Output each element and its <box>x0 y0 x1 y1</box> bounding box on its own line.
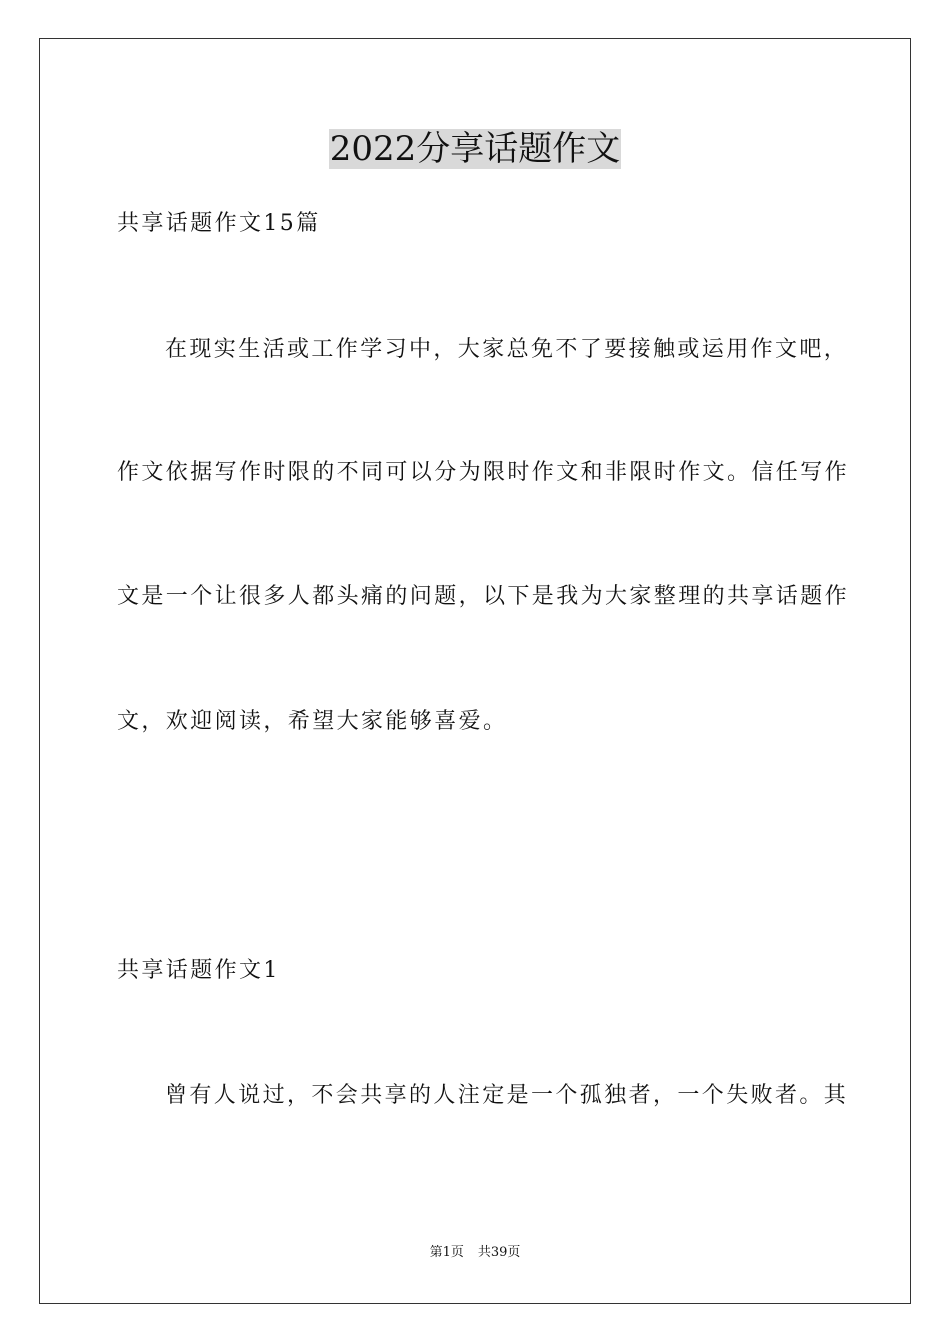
current-page-indicator: 第1页 <box>429 1245 464 1260</box>
intro-paragraph-line: 在现实生活或工作学习中，大家总免不了要接触或运用作文吧， <box>165 337 849 362</box>
section-heading: 共享话题作文1 <box>117 958 280 983</box>
intro-paragraph-line: 文是一个让很多人都头痛的问题，以下是我为大家整理的共享话题作 <box>117 584 850 609</box>
section-paragraph-line: 曾有人说过，不会共享的人注定是一个孤独者，一个失败者。其 <box>165 1083 849 1108</box>
document-title-text: 2022分享话题作文 <box>329 129 621 169</box>
document-title <box>0 126 950 172</box>
page-footer <box>0 1244 950 1262</box>
document-subtitle: 共享话题作文15篇 <box>117 211 321 236</box>
intro-paragraph-line: 作文依据写作时限的不同可以分为限时作文和非限时作文。信任写作 <box>117 460 850 485</box>
intro-paragraph-line: 文，欢迎阅读，希望大家能够喜爱。 <box>117 709 508 734</box>
total-pages-indicator: 共39页 <box>477 1245 521 1260</box>
